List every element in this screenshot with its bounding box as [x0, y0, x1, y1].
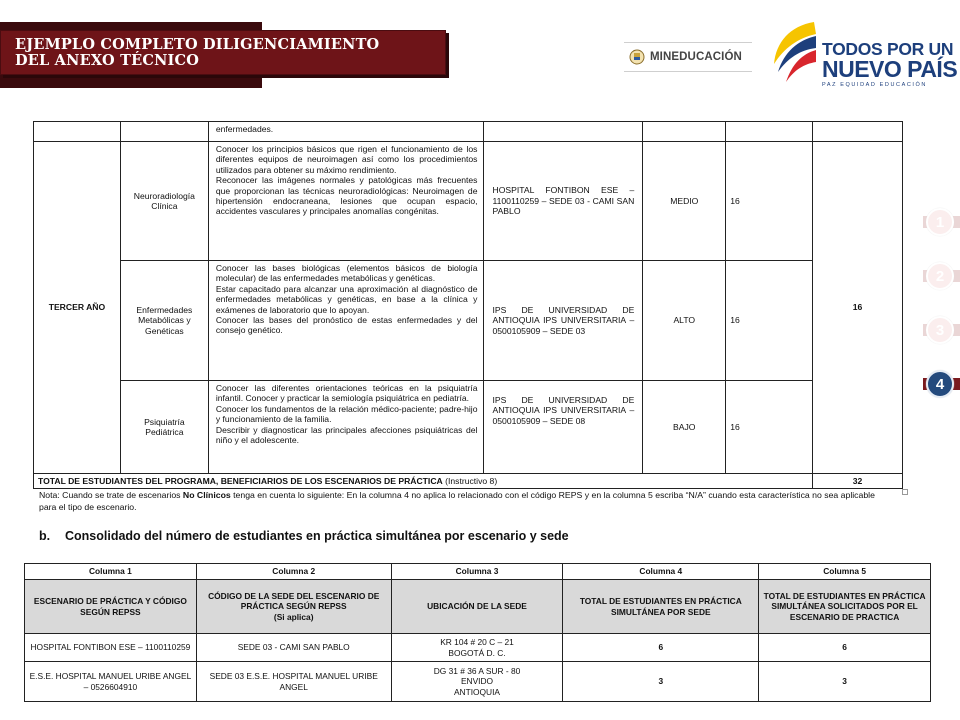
- nav-item-2[interactable]: [923, 262, 960, 290]
- checkbox-marker: [902, 489, 908, 495]
- column-header: CÓDIGO DE LA SEDE DEL ESCENARIO DE PRÁCTICA SEGÚN REPSS (Si aplica): [196, 580, 391, 634]
- table-row: [25, 662, 960, 702]
- campaign-logo: [822, 40, 957, 88]
- simultaneous-cell: 3: [563, 662, 759, 702]
- students-cell: 16: [726, 261, 813, 381]
- table-row: [25, 634, 960, 662]
- section-heading: [39, 529, 569, 543]
- rotation-cell: Psiquiatría Pediátrica: [120, 381, 208, 474]
- simultaneous-cell: 6: [563, 634, 759, 662]
- objectives-cell: Conocer las diferentes orientaciones teóricas en la psiquiatría infantil. Conocer y practicar la semiología psiquiátrica en pediatría. Conocer los fundamentos de la relación médico-paciente; padre-hijo y funcionamiento de la familia. Describir y diagnosticar las principales afecciones psiquiátricas del niño y el adolescente.: [208, 381, 484, 474]
- objectives-cell: enfermedades.: [208, 122, 484, 142]
- site-cell: SEDE 03 E.S.E. HOSPITAL MANUEL URIBE ANGEL: [196, 662, 391, 702]
- consolidated-table: [24, 563, 960, 702]
- requested-cell: 3: [759, 662, 931, 702]
- column-number: Columna 3: [391, 564, 563, 580]
- page-title: [15, 37, 379, 69]
- objectives-cell: Conocer las bases biológicas (elementos básicos de biología molecular) de las enfermedades metabólicas y genéticas. Estar capacitado para alcanzar una aproximación al diagnóstico de enfermedades metabólicas y genéticas, en base a la clínica y exámenes de laboratorio que lo apoyan. Conocer las bases del pronóstico de estas enfermedades y del consejo genético.: [208, 261, 484, 381]
- header-row: [25, 580, 960, 634]
- nav-dot: 3: [926, 316, 954, 344]
- students-cell: 16: [726, 381, 813, 474]
- total-label-cell: [34, 474, 813, 489]
- column-header: TOTAL DE ESTUDIANTES EN PRÁCTICA SIMULTÁNEA SOLICITADOS POR EL ESCENARIO DE PRACTICA: [759, 580, 931, 634]
- column-header: TOTAL DE ESTUDIANTES EN PRÁCTICA SIMULTÁNEA POR SEDE: [563, 580, 759, 634]
- mineducacion-logo: [624, 42, 752, 72]
- year-total-cell: 16: [813, 142, 903, 474]
- year-cell: TERCER AÑO: [34, 142, 121, 474]
- scenario-cell: IPS DE UNIVERSIDAD DE ANTIOQUIA IPS UNIVERSITARIA – 0500105909 – SEDE 03: [484, 261, 643, 381]
- level-cell: ALTO: [643, 261, 726, 381]
- nav-item-4[interactable]: [923, 370, 960, 398]
- total-label: TOTAL DE ESTUDIANTES DEL PROGRAMA, BENEFICIARIOS DE LOS ESCENARIOS DE PRÁCTICA: [38, 475, 443, 486]
- nav-dot: 2: [926, 262, 954, 290]
- scenario-cell: E.S.E. HOSPITAL MANUEL URIBE ANGEL – 0526604910: [25, 662, 197, 702]
- table-row: [34, 142, 903, 261]
- nav-item-3[interactable]: [923, 316, 960, 344]
- nav-dot: 1: [926, 208, 954, 236]
- rotations-table: [33, 121, 903, 489]
- table-row: [34, 122, 903, 142]
- site-cell: SEDE 03 - CAMI SAN PABLO: [196, 634, 391, 662]
- scenario-cell: IPS DE UNIVERSIDAD DE ANTIOQUIA IPS UNIVERSITARIA – 0500105909 – SEDE 08: [484, 381, 643, 474]
- column-number: Columna 1: [25, 564, 197, 580]
- rotation-cell: Enfermedades Metabólicas y Genéticas: [120, 261, 208, 381]
- column-number: Columna 5: [759, 564, 931, 580]
- column-number: Columna 4: [563, 564, 759, 580]
- table-row: [34, 381, 903, 474]
- students-cell: 16: [726, 142, 813, 261]
- campaign-line1: TODOS POR UN: [822, 39, 954, 59]
- column-header: ESCENARIO DE PRÁCTICA Y CÓDIGO SEGÚN REPSS: [25, 580, 197, 634]
- page-title-line2: DEL ANEXO TÉCNICO: [15, 52, 200, 69]
- column-number-row: [25, 564, 960, 580]
- note-text: Nota: Cuando se trate de escenarios No Clínicos tenga en cuenta lo siguiente: En la columna 4 no aplica lo relacionado con el código REPS y en la columna 5 escriba “N/A” cuando esta característica no sea aplicable para el tipo de escenario.: [39, 490, 875, 512]
- total-row: [34, 474, 903, 489]
- level-cell: BAJO: [643, 381, 726, 474]
- section-title: Consolidado del número de estudiantes en práctica simultánea por escenario y sede: [65, 529, 569, 543]
- campaign-tagline: PAZ EQUIDAD EDUCACIÓN: [822, 82, 928, 88]
- total-value-cell: 32: [813, 474, 903, 489]
- requested-cell: 6: [759, 634, 931, 662]
- section-letter: b.: [39, 529, 51, 543]
- column-header: UBICACIÓN DE LA SEDE: [391, 580, 563, 634]
- table-row: [34, 261, 903, 381]
- coat-of-arms-icon: [629, 49, 645, 65]
- nav-item-1[interactable]: [923, 208, 960, 236]
- total-suffix: (Instructivo 8): [442, 475, 498, 486]
- scenario-cell: HOSPITAL FONTIBON ESE – 1100110259 – SEDE 03 - CAMI SAN PABLO: [484, 142, 643, 261]
- mineducacion-label: MINEDUCACIÓN: [650, 51, 742, 63]
- page-title-line1: EJEMPLO COMPLETO DILIGENCIAMIENTO: [15, 36, 380, 53]
- rotation-cell: Neuroradiología Clínica: [120, 142, 208, 261]
- campaign-flag-icon: [770, 18, 820, 92]
- column-number: Columna 2: [196, 564, 391, 580]
- objectives-cell: Conocer los principios básicos que rigen el funcionamiento de los diferentes equipos de neuroimagen así como los procedimientos utilizados para obtener su máximo rendimiento. Reconocer las imágenes normales y patológicas más frecuentes que proporcionan las técnicas neuroradiológicas: Neuroimagen de hipertensión endocraneana, lesiones que ocupan espacio, accidentes vasculares y principales anomalías congénitas.: [208, 142, 484, 261]
- location-cell: KR 104 # 20 C – 21 BOGOTÁ D. C.: [391, 634, 563, 662]
- location-cell: DG 31 # 36 A SUR - 80 ENVIDO ANTIOQUIA: [391, 662, 563, 702]
- level-cell: MEDIO: [643, 142, 726, 261]
- title-banner: [0, 30, 446, 75]
- campaign-line2: NUEVO PAÍS: [822, 56, 958, 82]
- nav-dot: 4: [926, 370, 954, 398]
- scenario-cell: HOSPITAL FONTIBON ESE – 1100110259: [25, 634, 197, 662]
